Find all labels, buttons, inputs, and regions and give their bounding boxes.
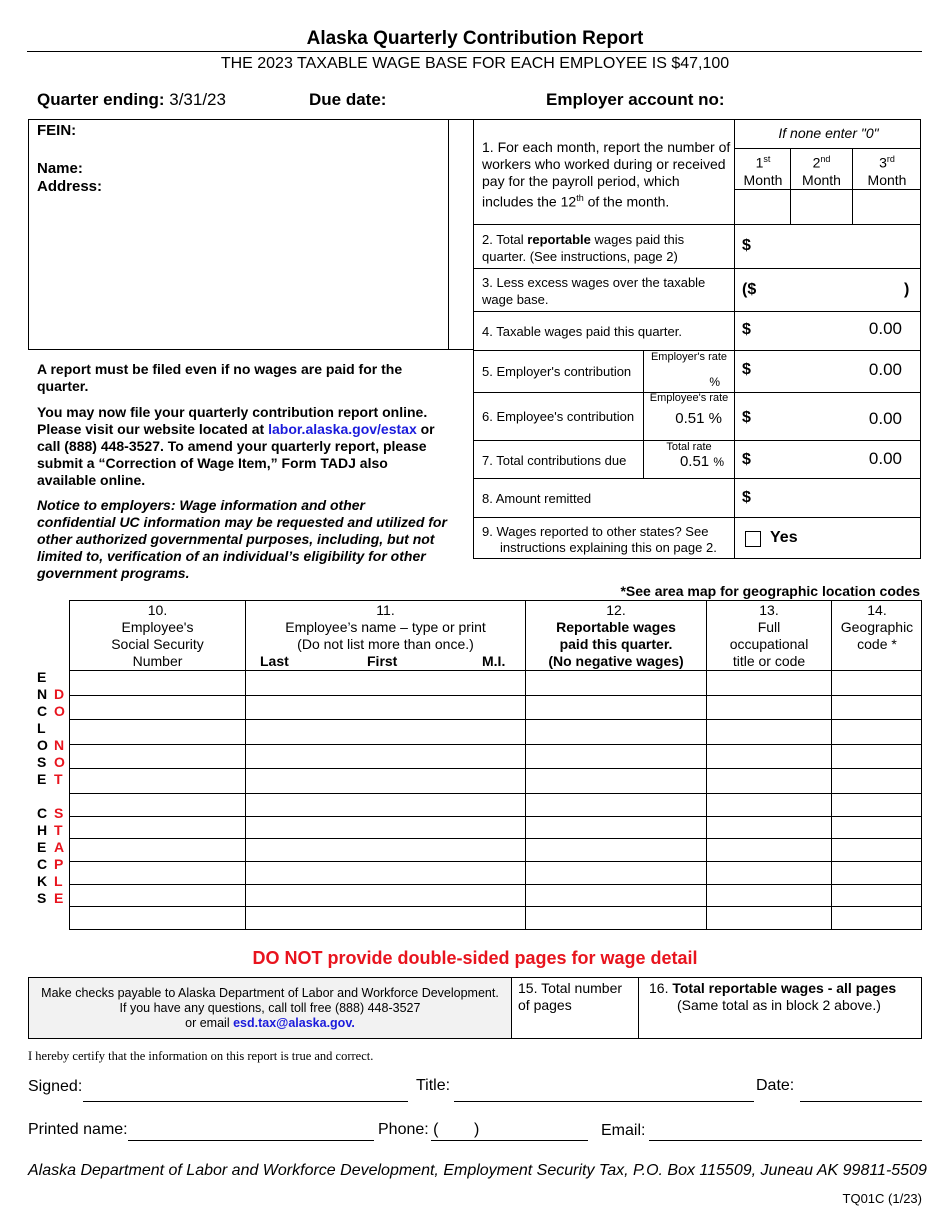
month-2-input[interactable] <box>791 190 852 224</box>
block5-amount[interactable]: 0.00 <box>868 360 902 379</box>
block1-main: 1. For each month, report the number of workers who worked during or received pay for the payroll period, which includes the 12 <box>482 139 731 210</box>
row-10-occupation-cell[interactable] <box>707 885 831 906</box>
block2-text <box>482 231 727 265</box>
page-title: Alaska Quarterly Contribution Report <box>306 28 644 49</box>
row-1-ssn-cell[interactable] <box>70 671 245 695</box>
month-1-num: 1 <box>755 154 764 171</box>
total-rate-pct: % <box>713 455 724 469</box>
employer-rate-label: Employer's rate <box>650 351 728 363</box>
month-3-sup: rd <box>886 154 895 164</box>
block8-text: 8. Amount remitted <box>482 491 592 506</box>
due-date-label: Due date: <box>309 90 387 109</box>
block5-dollar: $ <box>742 361 751 378</box>
row-5-wages-cell[interactable] <box>526 769 706 793</box>
row-3-ssn-cell[interactable] <box>70 720 245 744</box>
row-2-ssn-cell[interactable] <box>70 696 245 719</box>
row-9-geo-code-cell[interactable] <box>832 862 922 884</box>
employee-rate-value[interactable] <box>644 410 722 427</box>
b16-bold: Total reportable wages - all pages <box>672 980 897 996</box>
row-4-employee-name-cell[interactable] <box>246 745 525 768</box>
block2-pre: 2. Total <box>482 232 528 247</box>
row-4-wages-cell[interactable] <box>526 745 706 768</box>
row-10-geo-code-cell[interactable] <box>832 885 922 906</box>
side-letter-row <box>37 754 71 771</box>
month-1-header <box>736 151 790 189</box>
online-note-a: You may now file your quarterly contribution report online. Please visit our website located at <box>37 404 428 437</box>
certification-statement: I hereby certify that the information on this report is true and correct. <box>28 1049 374 1063</box>
row-11-employee-name-cell[interactable] <box>246 907 525 929</box>
date-input[interactable] <box>800 1101 922 1102</box>
date-label: Date: <box>756 1077 795 1094</box>
side-letter-black: C <box>37 703 48 719</box>
employee-rate-pct: % <box>708 410 722 427</box>
printed-name-label: Printed name: <box>28 1121 128 1138</box>
checks-email-prefix: or email <box>185 1016 234 1030</box>
row-2-geo-code-cell[interactable] <box>832 696 922 719</box>
col10-line3: Social Security <box>111 636 204 652</box>
row-10-ssn-cell[interactable] <box>70 885 245 906</box>
col11-line2: Employee’s name – type or print <box>285 619 486 635</box>
side-letter-red: P <box>54 856 64 872</box>
month-2-num: 2 <box>812 154 821 171</box>
employer-rate-value[interactable] <box>644 373 720 390</box>
payment-summary-box <box>28 977 922 1039</box>
title-input[interactable] <box>454 1101 754 1102</box>
side-letter-red: O <box>54 703 65 719</box>
title-divider <box>27 51 922 52</box>
employee-rate-label: Employee's rate <box>649 392 729 404</box>
wage-detail-table <box>69 600 922 930</box>
signed-label: Signed: <box>28 1078 83 1095</box>
row-5-employee-name-cell[interactable] <box>246 769 525 793</box>
col13-line2: Full <box>757 619 781 635</box>
row-4-geo-code-cell[interactable] <box>832 745 922 768</box>
col14-line2: Geographic <box>840 619 914 635</box>
row-11-occupation-cell[interactable] <box>707 907 831 929</box>
block2-bold: reportable <box>527 232 591 247</box>
block6-text: 6. Employee's contribution <box>482 409 635 424</box>
side-letter-row <box>37 822 71 839</box>
block4-text: 4. Taxable wages paid this quarter. <box>482 324 682 339</box>
col10-line1: 10. <box>147 602 168 618</box>
side-letter-red: L <box>54 873 63 889</box>
side-letter-black: O <box>37 737 48 753</box>
side-letter-red: O <box>54 754 65 770</box>
col10-line4: Number <box>132 653 183 669</box>
area-map-note: *See area map for geographic location codes <box>620 583 920 599</box>
row-6-geo-code-cell[interactable] <box>832 794 922 816</box>
report-required-note: A report must be filed even if no wages are paid for the quarter. <box>37 361 403 394</box>
name-label: Name: <box>37 160 83 177</box>
col12-header <box>526 602 706 670</box>
col11-header <box>246 602 525 653</box>
row-1-employee-name-cell[interactable] <box>246 671 525 695</box>
side-letter-black: E <box>37 839 47 855</box>
block6-amount[interactable]: 0.00 <box>868 409 902 428</box>
side-letter-row <box>37 720 71 737</box>
phone-label: Phone: ( <box>378 1121 439 1138</box>
row-3-occupation-cell[interactable] <box>707 720 831 744</box>
col11-first: First <box>367 653 398 669</box>
row-5-occupation-cell[interactable] <box>707 769 831 793</box>
col13-line4: title or code <box>732 653 806 669</box>
quarter-ending-value[interactable]: 3/31/23 <box>169 90 226 109</box>
col13-line1: 13. <box>759 602 779 618</box>
month-3-label: Month <box>867 171 907 188</box>
row-5-geo-code-cell[interactable] <box>832 769 922 793</box>
signed-input[interactable] <box>83 1101 408 1102</box>
estax-link[interactable]: labor.alaska.gov/estax <box>268 421 417 437</box>
block3-amount-input[interactable] <box>766 270 901 310</box>
col12-line4: (No negative wages) <box>548 653 684 669</box>
col14-line3: code * <box>857 636 897 652</box>
row-9-employee-name-cell[interactable] <box>246 862 525 884</box>
row-11-geo-code-cell[interactable] <box>832 907 922 929</box>
side-letter-red: E <box>54 890 64 906</box>
wage-base-subtitle: THE 2023 TAXABLE WAGE BASE FOR EACH EMPLOYEE IS $47,100 <box>220 55 730 72</box>
block2-amount-input[interactable] <box>759 226 919 266</box>
email-label: Email: <box>601 1122 646 1139</box>
side-letter-row <box>37 771 71 788</box>
month-2-label: Month <box>802 171 841 188</box>
month-3-header <box>853 151 921 189</box>
row-1-occupation-cell[interactable] <box>707 671 831 695</box>
title-label: Title: <box>416 1077 451 1094</box>
row-10-employee-name-cell[interactable] <box>246 885 525 906</box>
block3-open: ($ <box>742 281 757 298</box>
row-1-geo-code-cell[interactable] <box>832 671 922 695</box>
row-8-geo-code-cell[interactable] <box>832 839 922 861</box>
row-9-ssn-cell[interactable] <box>70 862 245 884</box>
row-6-employee-name-cell[interactable] <box>246 794 525 816</box>
row-4-occupation-cell[interactable] <box>707 745 831 768</box>
side-letter-row <box>37 703 71 720</box>
row-2-wages-cell[interactable] <box>526 696 706 719</box>
block7-text: 7. Total contributions due <box>482 453 627 468</box>
block5-text: 5. Employer's contribution <box>482 364 632 379</box>
row-2-employee-name-cell[interactable] <box>246 696 525 719</box>
side-letter-black: H <box>37 822 48 838</box>
online-filing-note <box>37 404 447 489</box>
col12-line1: 12. <box>606 602 626 618</box>
double-sided-warning: DO NOT provide double-sided pages for wage detail <box>252 948 698 968</box>
side-letter-red: N <box>54 737 65 753</box>
total-pages-input[interactable] <box>513 1014 637 1036</box>
checks-email-dot: . <box>351 1016 355 1030</box>
confidential-notice: Notice to employers: Wage information and other confidential UC information may be requested and utilized for other authorized governmental purposes, including, but not limited to, verification of an individual’s eligibility for other government programs. <box>37 497 447 581</box>
row-3-wages-cell[interactable] <box>526 720 706 744</box>
checks-line3 <box>29 1016 511 1031</box>
row-7-geo-code-cell[interactable] <box>832 817 922 838</box>
side-letter-black: N <box>37 686 48 702</box>
row-6-occupation-cell[interactable] <box>707 794 831 816</box>
row-6-wages-cell[interactable] <box>526 794 706 816</box>
none-note-divider <box>734 148 921 149</box>
month-3-num: 3 <box>879 154 887 171</box>
month-1-input[interactable] <box>735 190 790 224</box>
block3-bottom <box>474 311 921 312</box>
yes-label: Yes <box>770 529 798 546</box>
form-number: TQ01C (1/23) <box>842 1191 922 1206</box>
phone-input[interactable] <box>431 1140 588 1141</box>
total-pages-label: 15. Total number of pages <box>518 980 623 1013</box>
col11-mi: M.I. <box>482 653 506 669</box>
checks-line2: If you have any questions, call toll free (888) 448-3527 <box>119 1001 421 1015</box>
side-letter-black: C <box>37 856 48 872</box>
side-letter-black: E <box>37 669 47 685</box>
total-wages-input[interactable] <box>640 1016 920 1036</box>
employer-account-label: Employer account no: <box>546 90 725 109</box>
agency-address-footer: Alaska Department of Labor and Workforce Development, Employment Security Tax, P.O. Box 115509, Juneau AK 99811-5509 <box>28 1162 927 1179</box>
side-letter-red: D <box>54 686 65 702</box>
row-11-ssn-cell[interactable] <box>70 907 245 929</box>
total-rate-input[interactable]: 0.51 <box>679 453 710 470</box>
col10-header <box>70 602 245 670</box>
address-label: Address: <box>37 178 103 195</box>
side-letter-black: L <box>37 720 46 736</box>
block2-bottom <box>474 268 921 269</box>
col12-line3: paid this quarter. <box>559 636 673 652</box>
side-letter-black: S <box>37 890 47 906</box>
row-7-employee-name-cell[interactable] <box>246 817 525 838</box>
amount-column-divider <box>734 120 735 558</box>
block9-text: 9. Wages reported to other states? See instructions explaining this on page 2. <box>482 524 717 555</box>
row-10-wages-cell[interactable] <box>526 885 706 906</box>
bot-divider-2 <box>638 978 639 1038</box>
row-3-employee-name-cell[interactable] <box>246 720 525 744</box>
col12-line2: Reportable wages <box>556 619 676 635</box>
month-2-sup: nd <box>820 154 831 164</box>
block1-tail: of the month. <box>583 193 670 210</box>
bot-divider-1 <box>511 978 512 1038</box>
block6-dollar: $ <box>742 409 751 426</box>
row-7-occupation-cell[interactable] <box>707 817 831 838</box>
side-letter-row <box>37 686 71 703</box>
row-9-wages-cell[interactable] <box>526 862 706 884</box>
row-7-ssn-cell[interactable] <box>70 817 245 838</box>
row-6-ssn-cell[interactable] <box>70 794 245 816</box>
quarter-ending-label: Quarter ending: <box>37 90 165 109</box>
block4-amount[interactable]: 0.00 <box>868 319 902 338</box>
col11-line1: 11. <box>376 602 395 618</box>
side-letter-row <box>37 788 71 805</box>
side-letter-black: S <box>37 754 47 770</box>
checks-payable-info <box>29 978 511 1038</box>
col13-header <box>707 602 831 670</box>
side-letter-row <box>37 839 71 856</box>
row-9-occupation-cell[interactable] <box>707 862 831 884</box>
side-letter-red: T <box>54 771 63 787</box>
row-3-geo-code-cell[interactable] <box>832 720 922 744</box>
email-input[interactable] <box>649 1140 922 1141</box>
block7-amount[interactable]: 0.00 <box>868 449 902 468</box>
box-gap <box>449 119 473 350</box>
row-8-employee-name-cell[interactable] <box>246 839 525 861</box>
side-letter-row <box>37 873 71 890</box>
block8-amount-input[interactable] <box>759 479 919 516</box>
side-letter-black: K <box>37 873 48 889</box>
employee-rate-input[interactable]: 0.51 <box>675 410 705 427</box>
total-rate-label: Total rate <box>666 441 712 453</box>
fein-label: FEIN: <box>37 122 77 139</box>
none-note: If none enter "0" <box>778 125 879 141</box>
phone-close: ) <box>474 1121 480 1138</box>
block3-text: 3. Less excess wages over the taxable wage base. <box>482 275 706 307</box>
block1-bottom <box>474 224 921 225</box>
col14-line1: 14. <box>867 602 887 618</box>
row-11-wages-cell[interactable] <box>526 907 706 929</box>
b16-num: 16. <box>649 980 673 996</box>
side-letter-row <box>37 856 71 873</box>
row-8-ssn-cell[interactable] <box>70 839 245 861</box>
esd-tax-email-link[interactable]: esd.tax@alaska.gov <box>233 1016 352 1030</box>
block2-post: wages paid this quarter. (See instructions, page 2) <box>482 232 685 264</box>
month-1-label: Month <box>743 171 783 188</box>
side-letter-row <box>37 737 71 754</box>
side-letter-row <box>37 805 71 822</box>
total-wages-label <box>649 980 919 1014</box>
block4-dollar: $ <box>742 321 751 338</box>
block8-dollar: $ <box>742 489 751 506</box>
block1-text <box>482 139 732 211</box>
employer-info-box[interactable] <box>28 119 449 350</box>
checks-line1: Make checks payable to Alaska Department of Labor and Workforce Development. <box>41 986 499 1000</box>
side-letter-red: S <box>54 805 64 821</box>
b16-sub: (Same total as in block 2 above.) <box>677 997 881 1013</box>
col11-last: Last <box>260 653 289 669</box>
block8-bottom <box>474 517 921 518</box>
row-8-wages-cell[interactable] <box>526 839 706 861</box>
row-1-wages-cell[interactable] <box>526 671 706 695</box>
row-2-occupation-cell[interactable] <box>707 696 831 719</box>
printed-name-input[interactable] <box>128 1140 374 1141</box>
block2-dollar: $ <box>742 237 751 254</box>
side-letter-row <box>37 669 71 686</box>
col14-header <box>832 602 922 653</box>
row-8-occupation-cell[interactable] <box>707 839 831 861</box>
col10-line2: Employee's <box>121 619 194 635</box>
row-5-ssn-cell[interactable] <box>70 769 245 793</box>
month-1-sup: st <box>763 154 771 164</box>
block7-dollar: $ <box>742 451 751 468</box>
side-letter-row <box>37 890 71 907</box>
side-letter-black: E <box>37 771 47 787</box>
side-letter-red: A <box>54 839 65 855</box>
employer-rate-pct: % <box>709 375 720 389</box>
row-4-ssn-cell[interactable] <box>70 745 245 768</box>
quarter-ending <box>37 90 226 110</box>
total-rate-value[interactable] <box>644 453 724 470</box>
other-states-checkbox[interactable] <box>745 531 761 547</box>
col11-line3: (Do not list more than once.) <box>297 636 474 652</box>
col13-line3: occupational <box>729 636 809 652</box>
online-note-b: or call (888) 448-3527. To amend your quarterly report, please submit a “Correction of Wage Item,” Form TADJ also available online. <box>37 421 435 488</box>
month-3-input[interactable] <box>853 190 921 224</box>
side-letter-red: T <box>54 822 63 838</box>
row-7-wages-cell[interactable] <box>526 817 706 838</box>
side-letter-black: C <box>37 805 48 821</box>
block3-close: ) <box>904 281 910 298</box>
block1-sup: th <box>576 193 584 203</box>
month-2-header <box>791 151 852 189</box>
contribution-blocks <box>473 119 921 559</box>
